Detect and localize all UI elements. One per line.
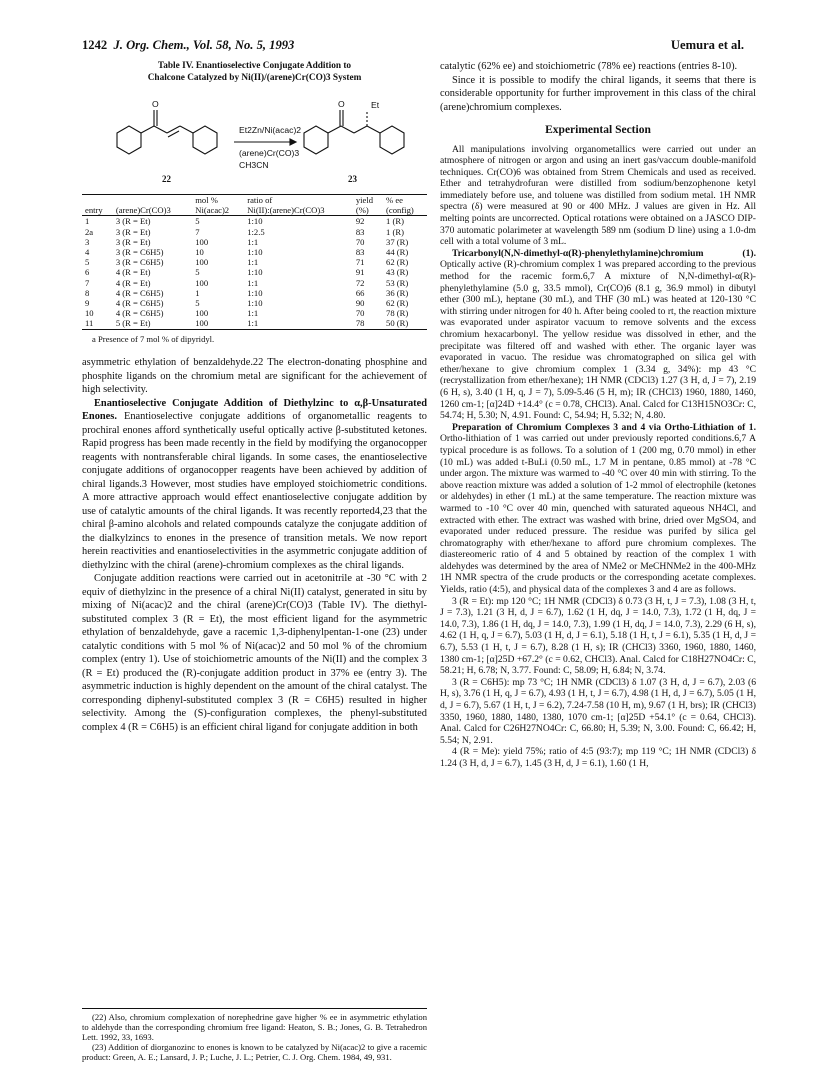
header-cell: (%) [353, 205, 383, 216]
section-heading: Enantioselective Conjugate Addition of Diethylzinc to α,β-Unsaturated Enones. [82, 397, 427, 423]
table-cell: 1 (R) [386, 226, 404, 237]
left-column [82, 60, 427, 734]
table-cell: 2a [85, 226, 94, 237]
table-cell: 1:1 [247, 236, 259, 247]
table-row [82, 216, 427, 227]
journal-citation: J. Org. Chem., Vol. 58, No. 5, 1993 [113, 38, 295, 52]
table-cell: 100 [195, 236, 209, 247]
reference-22: (22) Also, chromium complexation of norephedrine gave higher % ee in asymmetric ethylation to aldehyde than the corresponding chromium free ligand: Heaton, S. B.; Jones, G. B. Tetrahedron Lett. 1992, 33, 1693. [82, 1012, 427, 1042]
table-footnote: a Presence of 7 mol % of dipyridyl. [92, 333, 215, 344]
product-phenyl-ring-1 [304, 126, 328, 154]
right-column [440, 60, 756, 770]
header-cell: entry [82, 205, 113, 216]
table-cell: 10 [85, 308, 94, 319]
table-cell: 50 (R) [383, 318, 427, 329]
paragraph: asymmetric ethylation of benzaldehyde.22 The electron-donating phosphine and phosphite ligands on the chromium metal are significant for the achievement of high selectivity. [82, 357, 427, 396]
table-title-line1: Table IV. Enantioselective Conjugate Addition to [157, 61, 352, 71]
header-cell: mol % [192, 195, 244, 206]
table-cell: 6 [85, 267, 90, 278]
table-cell: 10 [195, 247, 204, 258]
table-cell: 1:10 [247, 216, 263, 227]
table-cell: 78 [353, 318, 383, 329]
table-cell: 1:2.5 [247, 226, 265, 237]
table-row [82, 237, 427, 247]
table-cell: 53 (R) [386, 277, 409, 288]
substrate-phenyl-ring-2 [193, 126, 217, 154]
table-cell: 83 [355, 247, 365, 258]
table-cell: 62 (R) [386, 298, 409, 309]
table-header-row-1 [82, 195, 427, 206]
paragraph [440, 248, 756, 422]
substrate-oxygen-label: O [152, 99, 159, 109]
table-cell: 43 (R) [386, 267, 409, 278]
table-cell: 5 (R = Et) [113, 318, 192, 329]
table-header-row-2 [82, 205, 427, 216]
table-cell: 3 (R = C6H5) [115, 247, 164, 258]
reaction-scheme-drawing [82, 86, 427, 194]
table-row [82, 298, 427, 308]
table-body [82, 216, 427, 329]
paragraph: Conjugate addition reactions were carried out in acetonitrile at -30 °C with 2 equiv of diethylzinc in the presence of a chiral Ni(II) catalyst, generated in situ by mixing of Ni(acac)2 and the chiral (arene)Cr(CO)3 (Table IV). The diethyl-substituted complex 3 (R = Et), the most efficient ligand for the asymmetric ethylation of benzaldehyde, gave a racemic 1,3-diphenylpentan-1-one (23) under catalytic conditions with 5 mol % of Ni(acac)2 and 50 mol % of the chromium complex (entry 1). Use of stoichiometric amounts of the Ni(II) and the complex 3 (R = Et) produced the (R)-conjugate addition product in 37% ee (entry 3). The asymmetric induction is highly dependent on the amount of the chiral catalyst. The corresponding diphenyl-substituted complex 3 (R = C6H5) resulted in higher selectivity. Among the (S)-configuration complexes, the phenyl-substituted complex 4 (R = C6H5) is an efficient chiral ligand for conjugate addition in both [82, 573, 427, 733]
table-cell: 100 [195, 308, 209, 319]
table-cell: 1:10 [247, 298, 263, 309]
product-number: 23 [348, 174, 357, 184]
header-cell: (arene)Cr(CO)3 [113, 205, 192, 216]
left-body-text [82, 356, 427, 734]
paragraph: catalytic (62% ee) and stoichiometric (78% ee) reactions (entries 8-10). [440, 61, 738, 72]
table-cell: 5 [195, 267, 200, 278]
table-cell: 1 [85, 216, 90, 227]
table-cell: 90 [355, 298, 365, 309]
header-cell: (config) [383, 205, 427, 216]
substrate-number: 22 [162, 174, 171, 184]
product-oxygen-label: O [338, 99, 345, 109]
table-cell: 5 [85, 257, 90, 268]
header-cell: ratio of [244, 195, 353, 206]
compound-heading: Tricarbonyl(N,N-dimethyl-α(R)-phenylethylamine)chromium (1). [452, 247, 756, 259]
header-cell [82, 195, 113, 206]
reagent-2: (arene)Cr(CO)3 [239, 148, 300, 158]
table-cell: 83 [355, 226, 365, 237]
experimental-section-title: Experimental Section [545, 124, 651, 136]
table-cell: 3 (R = Et) [115, 236, 151, 247]
header-authors: Uemura et al. [670, 38, 744, 52]
table-cell: 8 [85, 287, 90, 298]
header-left [82, 38, 294, 53]
table-cell: 1:10 [247, 247, 263, 258]
results-table [82, 194, 427, 330]
table-cell: 100 [192, 318, 244, 329]
paragraph-text: Optically active (R)-chromium complex 1 was prepared according to the previous method for the racemic form.6,7 A mixture of N,N-dimethyl-α(R)-phenylethylamine (5.0 g, 33.5 mmol), Cr(CO)6 (8.1 g, 36.9 mmol) in dibutyl ether (300 mL), heptane (30 mL), and THF (30 mL) was heated at 120-130 °C with stirring under nitrogen for 40 h. After being cooled to rt, the reaction mixture was evaporated under aspirator vacuum to remove solvents and the excess chromium hexacarbonyl. The yellow residue was dissolved in ether, and the precipitate was filtered off and washed with ether. The organic layer was evaporated in vacuo. The residue was chromatographed on silica gel with ether/hexane to give chromium complex 1 (3.34 g, 34%): mp 43 °C (recrystallization from ether/hexane); 1H NMR (CDCl3) 1.27 (3 H, d, J = 7), 2.19 (6 H, s), 3.40 (1 H, q, J = 7), 5.09-5.46 (5 H, m); IR (CHCl3) 1960, 1880, 1460, 1260 cm-1; [α]24D +14.4° (c = 0.78, CHCl3). Anal. Calcd for C13H15NO3Cr: C, 54.74; H, 5.30; N, 4.91. Found: C, 54.94; H, 5.32; N, 4.80. [440, 259, 756, 422]
table-title-line2: Chalcone Catalyzed by Ni(II)/(arene)Cr(CO)3 System [147, 73, 362, 83]
table-cell: 78 (R) [386, 308, 409, 319]
table-cell: 4 (R = Et) [115, 267, 151, 278]
reference-23: (23) Addition of diorganozinc to enones is known to be catalyzed by Ni(acac)2 to give a racemic product: Green, A. E.; Lansard, J. P.; Luche, J. L.; Petrier, C. J. Org. Chem. 1984, 49, 931. [82, 1042, 427, 1062]
procedure-heading: Preparation of Chromium Complexes 3 and 4 via Ortho-Lithiation of 1. [452, 421, 756, 433]
table-cell: 4 (R = C6H5) [115, 287, 164, 298]
table-cell: 3 [85, 236, 90, 247]
table-cell: 1:1 [247, 257, 259, 268]
table-cell: 37 (R) [386, 236, 409, 247]
experimental-text [440, 144, 756, 770]
table-cell: 1 [195, 287, 200, 298]
header-cell: % ee [383, 195, 427, 206]
table-cell: 9 [85, 298, 90, 309]
paragraph: 3 (R = Et): mp 120 °C; 1H NMR (CDCl3) δ 0.73 (3 H, t, J = 7.3), 1.08 (3 H, t, J = 7.3), 1.21 (3 H, d, J = 6.7), 1.62 (1 H, dq, J = 14.0, 7.3), 1.72 (1 H, dq, J = 14.0, 7.3), 1.86 (1 H, dq, J = 14.0, 7.3), 1.99 (1 H, dq, J = 14.0, 7.3), 2.29 (6 H, s), 4.62 (1 H, q, J = 6.7), 5.03 (1 H, d, J = 6.1), 5.18 (1 H, t, J = 6.1), 5.35 (1 H, d, J = 6.7), 5.53 (1 H, t, J = 6.7), 8.28 (1 H, s); IR (CHCl3) 3360, 1960, 1880, 1460, 1380 cm-1; [α]25D +67.2° (c = 0.62, CHCl3). Anal. Calcd for C18H27NO4Cr: C, 58.21; H, 6.78; N, 3.77. Found: C, 58.09; H, 6.84; N, 3.74. [440, 595, 756, 677]
page-number: 1242 [82, 38, 108, 52]
paragraph: All manipulations involving organometallics were carried out under an atmosphere of nitrogen or argon and using an inert gas/vaccum double-manifold techniques. Cr(CO)6 was obtained from Strem Chemicals and used as received. Ether and tetrahydrofuran were distilled from sodium/benzophenone ketyl immediately before use, and toluene was distilled from sodium metal. 1H NMR spectra (δ) were measured at 90 or 400 MHz. J values are given in Hz. All melting points are uncorrected. Optical rotations were obtained on a JASCO DIP-370 automatic polarimeter at wavelength 589 nm (sodium D line) using a 1.0-dm cell with a total volume of 3 mL. [440, 143, 756, 248]
paragraph-text: Ortho-lithiation of 1 was carried out under previously reported conditions.6,7 A typical procedure is as follows. To a solution of 1 (200 mg, 0.70 mmol) in ether (10 mL) was added t-BuLi (0.50 mL, 1.7 M in pentane, 0.85 mmol) at -78 °C under argon. The mixture was warmed to -40 °C over 40 min with stirring. To the above reaction mixture was added a solution of 1-2 mmol of electrophile (ketones or aldehydes) in ether (1 mL) at the same temperature. The reaction mixture was warmed to -10 °C over 40 min, quenched with saturated aqueous NH4Cl, and extracted with ether. The extract was washed with brine, dried over MgSO4, and evaporated under reduced pressure. The residue was purifed by silica gel chromatography with ether/hexane to afford pure chromium complexes. The diastereomeric ratio of 4 and 5 obtained by reaction of the complex 1 with aldehydes was determined by the area of NMe2 or MeCHNMe2 in the 400-MHz 1H NMR spectra of the crude products or the corresponding acetate complexes. Yields, ratio (4:5), and physical data of the complexes 3 and 4 are as follows. [440, 433, 756, 596]
table-cell: 3 (R = Et) [115, 226, 151, 237]
table-cell: 1:10 [247, 287, 263, 298]
solvent-label: CH3CN [239, 160, 269, 170]
product-ethyl-label: Et [371, 100, 380, 110]
table-cell: 1:1 [244, 318, 353, 329]
table-row [82, 267, 427, 277]
table-cell: 4 (R = C6H5) [115, 308, 164, 319]
table-cell: 92 [355, 216, 365, 227]
paragraph [82, 397, 427, 573]
table-cell: 4 [85, 247, 90, 258]
table-cell: 1:1 [247, 277, 259, 288]
references [82, 1008, 427, 1062]
table-cell: 3 (R = C6H5) [115, 257, 164, 268]
table-cell: 5 [195, 216, 200, 227]
table-row [82, 247, 427, 257]
reaction-scheme [82, 86, 427, 194]
table-cell: 7 [85, 277, 90, 288]
table-cell: 71 [355, 257, 365, 268]
paragraph: 3 (R = C6H5): mp 73 °C; 1H NMR (CDCl3) δ 1.07 (3 H, d, J = 6.7), 2.03 (6 H, s), 3.76 (1 H, q, J = 6.7), 4.93 (1 H, t, J = 6.7), 4.98 (1 H, d, J = 6.7), 5.05 (1 H, d, J = 6.7), 5.67 (1 H, t, J = 6.2), 7.24-7.58 (10 H, m), 9.67 (1 H, brs); IR (CHCl3) 3350, 1960, 1880, 1480, 1380, 1070 cm-1; [α]25D +54.1° (c = 0.64, CHCl3). Anal. Calcd for C26H27NO4Cr: C, 66.80; H, 5.39; N, 3.00. Found: C, 66.42; H, 5.54; N, 2.91. [440, 676, 756, 746]
header-cell: Ni(II):(arene)Cr(CO)3 [244, 205, 353, 216]
table-row [82, 278, 427, 288]
table-row [82, 257, 427, 267]
table-cell: 62 (R) [386, 257, 409, 268]
table-cell: 91 [355, 267, 365, 278]
table-cell: 11 [82, 318, 113, 329]
paragraph [440, 422, 756, 596]
table-cell: 44 (R) [386, 247, 409, 258]
table-cell: 100 [195, 277, 209, 288]
table-cell: 72 [355, 277, 365, 288]
table-cell: 3 (R = Et) [115, 216, 151, 227]
paragraph: 4 (R = Me): yield 75%; ratio of 4:5 (93:7); mp 119 °C; 1H NMR (CDCl3) δ 1.24 (3 H, d, J = 6.7), 1.45 (3 H, d, J = 6.1), 1.60 (1 H, [440, 746, 756, 769]
table-cell: 5 [195, 298, 200, 309]
paragraph-text: Enantioselective conjugate additions of organometallic reagents to prochiral enones afford synthetically useful optically active β-substituted ketones. Rapid progress has been made recently in the field by modifying the organocopper reagents with nontransferable chiral ligands. In some cases, the enantioselective conjugate additions of organocopper reagents have been achieved by addition of chiral ligands.3 However, most studies have employed stoichiometric conditions. A more attractive approach would effect enantioselective conjugate addition by use of catalytic amounts of the chiral ligands. It was recently reported4,23 that the chiral β-amino alcohols and related compounds catalyze the conjugate addition of the dialkylzincs to enones in the presence of transition metals. We now report herein reactivities and enantioselectivities in the asymmetric conjugate addition of diethylzinc with the chiral (arene)-chromium complexes as the chiral ligands. [82, 411, 427, 571]
table-cell: 100 [195, 257, 209, 268]
table-cell: 36 (R) [386, 287, 409, 298]
table-row [82, 227, 427, 237]
table-cell: 4 (R = Et) [115, 277, 151, 288]
table-cell: 66 [355, 287, 365, 298]
table-title [82, 60, 427, 84]
header-cell [113, 195, 192, 206]
table-cell: 7 [195, 226, 200, 237]
table-cell: 70 [355, 308, 365, 319]
table-row [82, 318, 427, 329]
table-cell: 1:1 [247, 308, 259, 319]
header-cell: Ni(acac)2 [192, 205, 244, 216]
table-row [82, 308, 427, 318]
table-row [82, 288, 427, 298]
table-cell: 1:10 [247, 267, 263, 278]
substrate-phenyl-ring-1 [117, 126, 141, 154]
product-phenyl-ring-2 [380, 126, 404, 154]
reagent-1: Et2Zn/Ni(acac)2 [239, 125, 302, 135]
table-cell: 1 (R) [386, 216, 404, 227]
table-cell: 70 [355, 236, 365, 247]
table-cell: 4 (R = C6H5) [115, 298, 164, 309]
header-cell: yield [353, 195, 383, 206]
paragraph: Since it is possible to modify the chiral ligands, it seems that there is considerable opportunity for further improvement in this class of the chiral (arene)chromium complexes. [440, 74, 756, 113]
